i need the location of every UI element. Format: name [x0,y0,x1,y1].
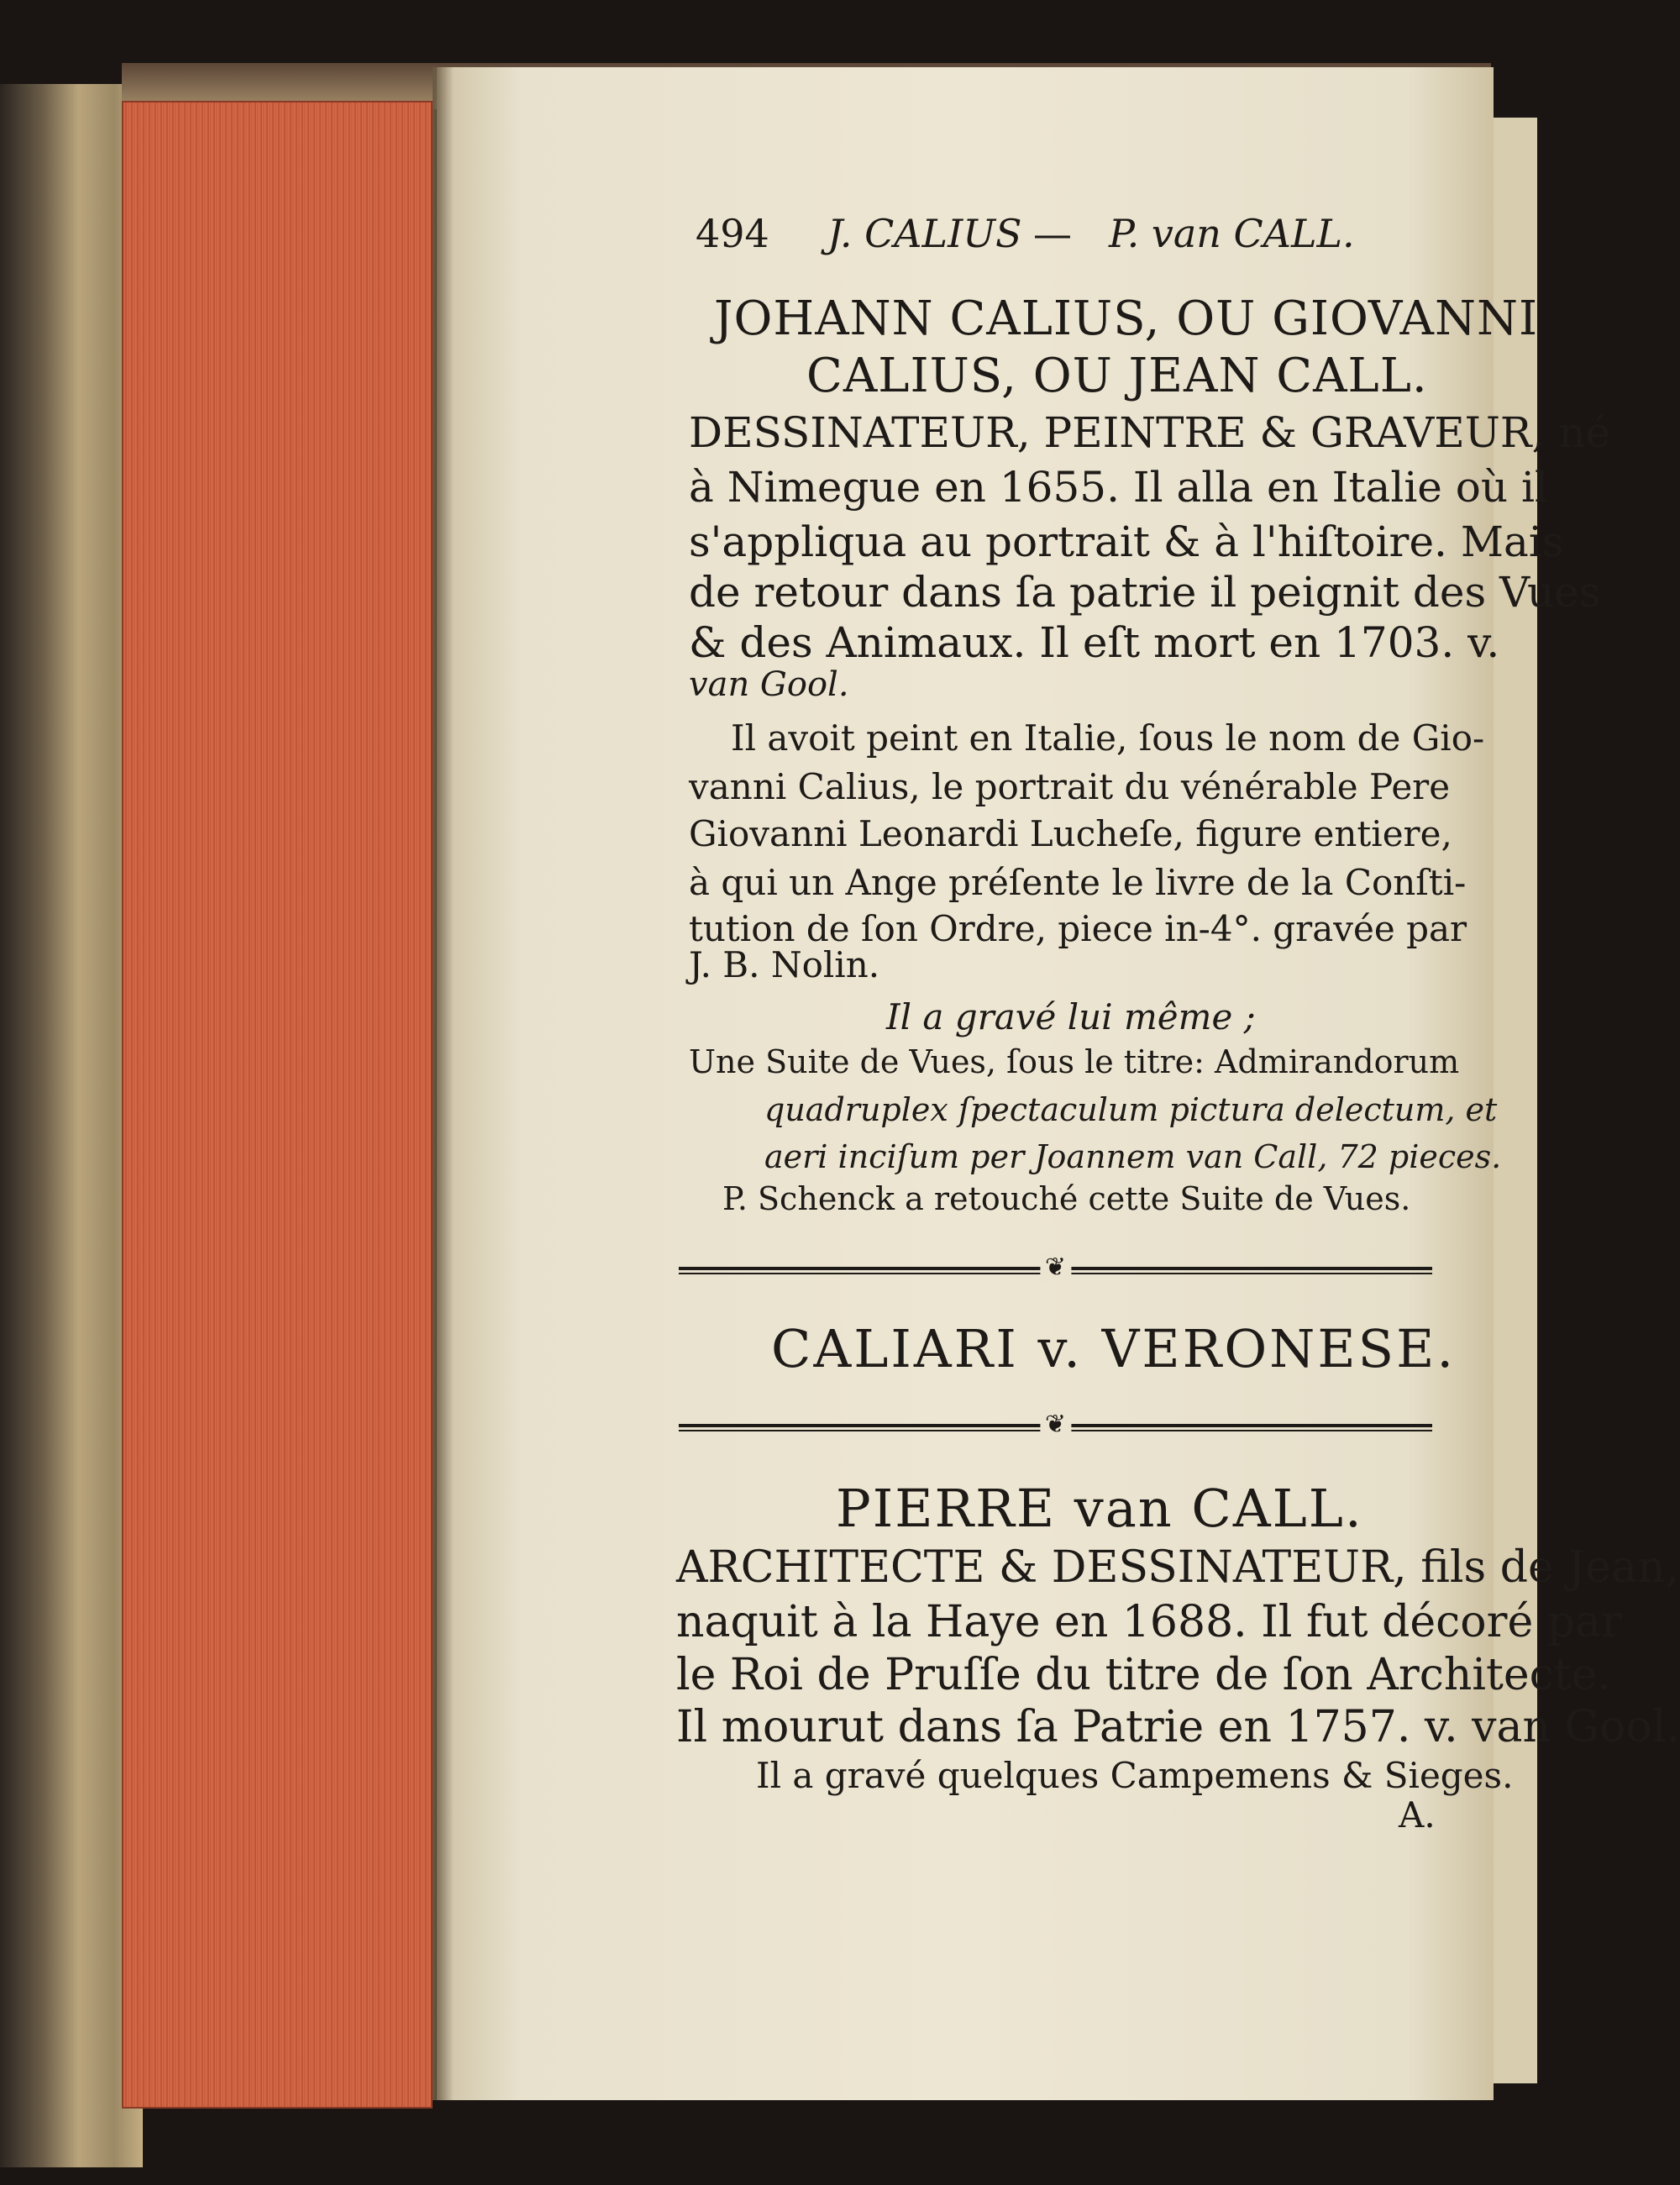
entry1-line: van Gool. [689,665,849,704]
catchword: A. [1399,1794,1436,1836]
engraved-line: aeri inciſum per Joannem van Call, 72 pieces. [764,1138,1502,1175]
note-line: tution de ſon Ordre, piece in-4°. gravée par [689,908,1467,949]
entry3-line: ARCHITECTE & DESSINATEUR, fils de Jean, [676,1542,1679,1593]
entry2-heading: CALIARI v. VERONESE. [771,1318,1457,1379]
entry1-heading-line2: CALIUS, OU JEAN CALL. [806,349,1428,403]
entry1-line: de retour dans ſa patrie il peignit des Vues [689,568,1601,617]
entry1-heading-line1: JOHANN CALIUS, OU GIOVANNI [714,292,1539,346]
note-line: à qui un Ange préſente le livre de la Conſti- [689,862,1467,903]
entry3-line: Il mourut dans ſa Patrie en 1757. v. van Gool. [676,1702,1680,1752]
ornament-rule [679,1410,1432,1439]
fleuron-icon: ❦ [1040,1410,1071,1439]
engraved-intro: Il a gravé lui même ; [886,996,1256,1037]
page-edges-red [122,101,433,2109]
entry1-line: & des Animaux. Il eſt mort en 1703. v. [689,618,1500,667]
entry1-line: DESSINATEUR, PEINTRE & GRAVEUR, né [689,408,1611,457]
note-line: Giovanni Leonardi Lucheſe, figure entiere, [689,813,1452,854]
ornament-rule [679,1253,1432,1282]
gutter-shadow [433,67,454,2100]
engraved-line: quadruplex ſpectaculum pictura delectum, et [764,1091,1498,1128]
entry3-heading: PIERRE van CALL. [836,1478,1363,1539]
entry3-line: naquit à la Haye en 1688. Il fut décoré par [676,1597,1622,1647]
running-head-dash: — [1033,211,1072,256]
engraved-line: P. Schenck a retouché cette Suite de Vues. [722,1180,1411,1217]
note-line: vanni Calius, le portrait du vénérable Pere [689,766,1451,807]
entry3-note: Il a gravé quelques Campemens & Sieges. [756,1755,1514,1796]
entry3-line: le Roi de Pruſſe du titre de ſon Architecte. [676,1650,1611,1700]
running-head-right: P. van CALL. [1109,211,1355,256]
entry1-line: s'appliqua au portrait & à l'hiſtoire. Mais [689,517,1564,566]
note-line: J. B. Nolin. [689,944,880,985]
fleuron-icon: ❦ [1040,1253,1071,1282]
entry1-line: à Nimegue en 1655. Il alla en Italie où il [689,463,1548,512]
running-head-left: J. CALIUS [827,211,1022,256]
page-number: 494 [696,211,769,256]
note-line: Il avoit peint en Italie, ſous le nom de Gio- [731,717,1485,759]
engraved-line: Une Suite de Vues, ſous le titre: Admirandorum [689,1043,1460,1080]
